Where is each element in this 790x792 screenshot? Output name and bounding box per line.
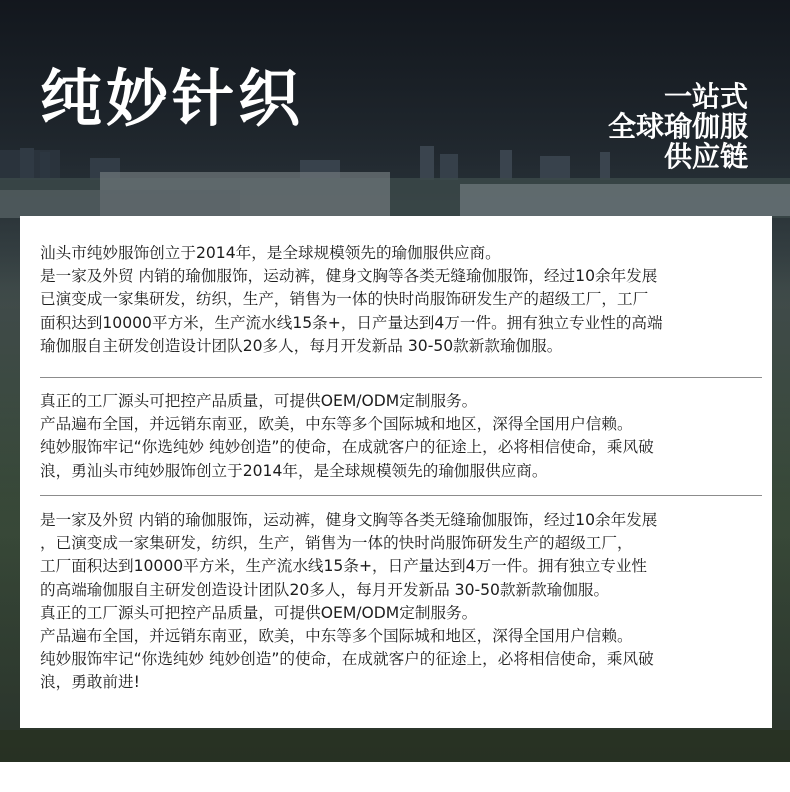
text-line: 真正的工厂源头可把控产品质量，可提供OEM/ODM定制服务。 [40,392,478,410]
brand-title: 纯妙针织 [40,62,305,135]
text-line: 的高端瑜伽服自主研发创造设计团队20多人，每月开发新品 30-50款新款瑜伽服。 [40,580,610,599]
text-line: 纯妙服饰牢记“你选纯妙 纯妙创造”的使命，在成就客户的征途上，必将相信使命，乘风破 [40,650,654,669]
text-line: 是一家及外贸 内销的瑜伽服饰，运动裤，健身文胸等各类无缝瑜伽服饰，经过10余年发展 [40,511,658,529]
text-line: 是一家及外贸 内销的瑜伽服饰，运动裤，健身文胸等各类无缝瑜伽服饰，经过10余年发展 [40,267,658,286]
slogan-line: 一站式 [663,80,748,113]
intro-paragraph-2 [40,390,654,483]
text-line: 瑜伽服自主研发创造设计团队20多人，每月开发新品 30-50款新款瑜伽服。 [40,336,563,355]
text-line: 产品遍布全国，并远销东南亚，欧美，中东等多个国际城和地区，深得全国用户信赖。 [40,627,633,646]
divider [40,495,762,496]
text-line: 已演变成一家集研发，纺织，生产，销售为一体的快时尚服饰研发生产的超级工厂，工厂 [40,290,649,309]
slogan-line: 全球瑜伽服 [607,110,748,143]
slogan [608,82,748,172]
text-line: 浪，勇敢前进! [40,673,140,692]
company-intro-card [20,216,772,728]
text-line: 汕头市纯妙服饰创立于2014年，是全球规模领先的瑜伽服供应商。 [40,244,501,262]
text-line: 浪，勇汕头市纯妙服饰创立于2014年，是全球规模领先的瑜伽服供应商。 [40,461,548,480]
text-line: 真正的工厂源头可把控产品质量，可提供OEM/ODM定制服务。 [40,603,478,622]
text-line: 工厂面积达到10000平方米，生产流水线15条+，日产量达到4万一件。拥有独立专业性 [40,557,648,576]
intro-paragraph-1 [40,242,752,358]
slogan-line: 供应链 [663,140,748,173]
footer-strip [0,762,790,792]
text-line: 产品遍布全国，并远销东南亚，欧美，中东等多个国际城和地区，深得全国用户信赖。 [40,415,633,434]
intro-paragraph-3 [40,509,657,695]
text-line: 面积达到10000平方米，生产流水线15条+，日产量达到4万一件。拥有独立专业性的高端 [40,313,663,332]
text-line: ，已演变成一家集研发，纺织，生产，销售为一体的快时尚服饰研发生产的超级工厂， [40,534,633,553]
text-line: 纯妙服饰牢记“你选纯妙 纯妙创造”的使命，在成就客户的征途上，必将相信使命，乘风破 [40,438,654,457]
divider [40,377,762,378]
